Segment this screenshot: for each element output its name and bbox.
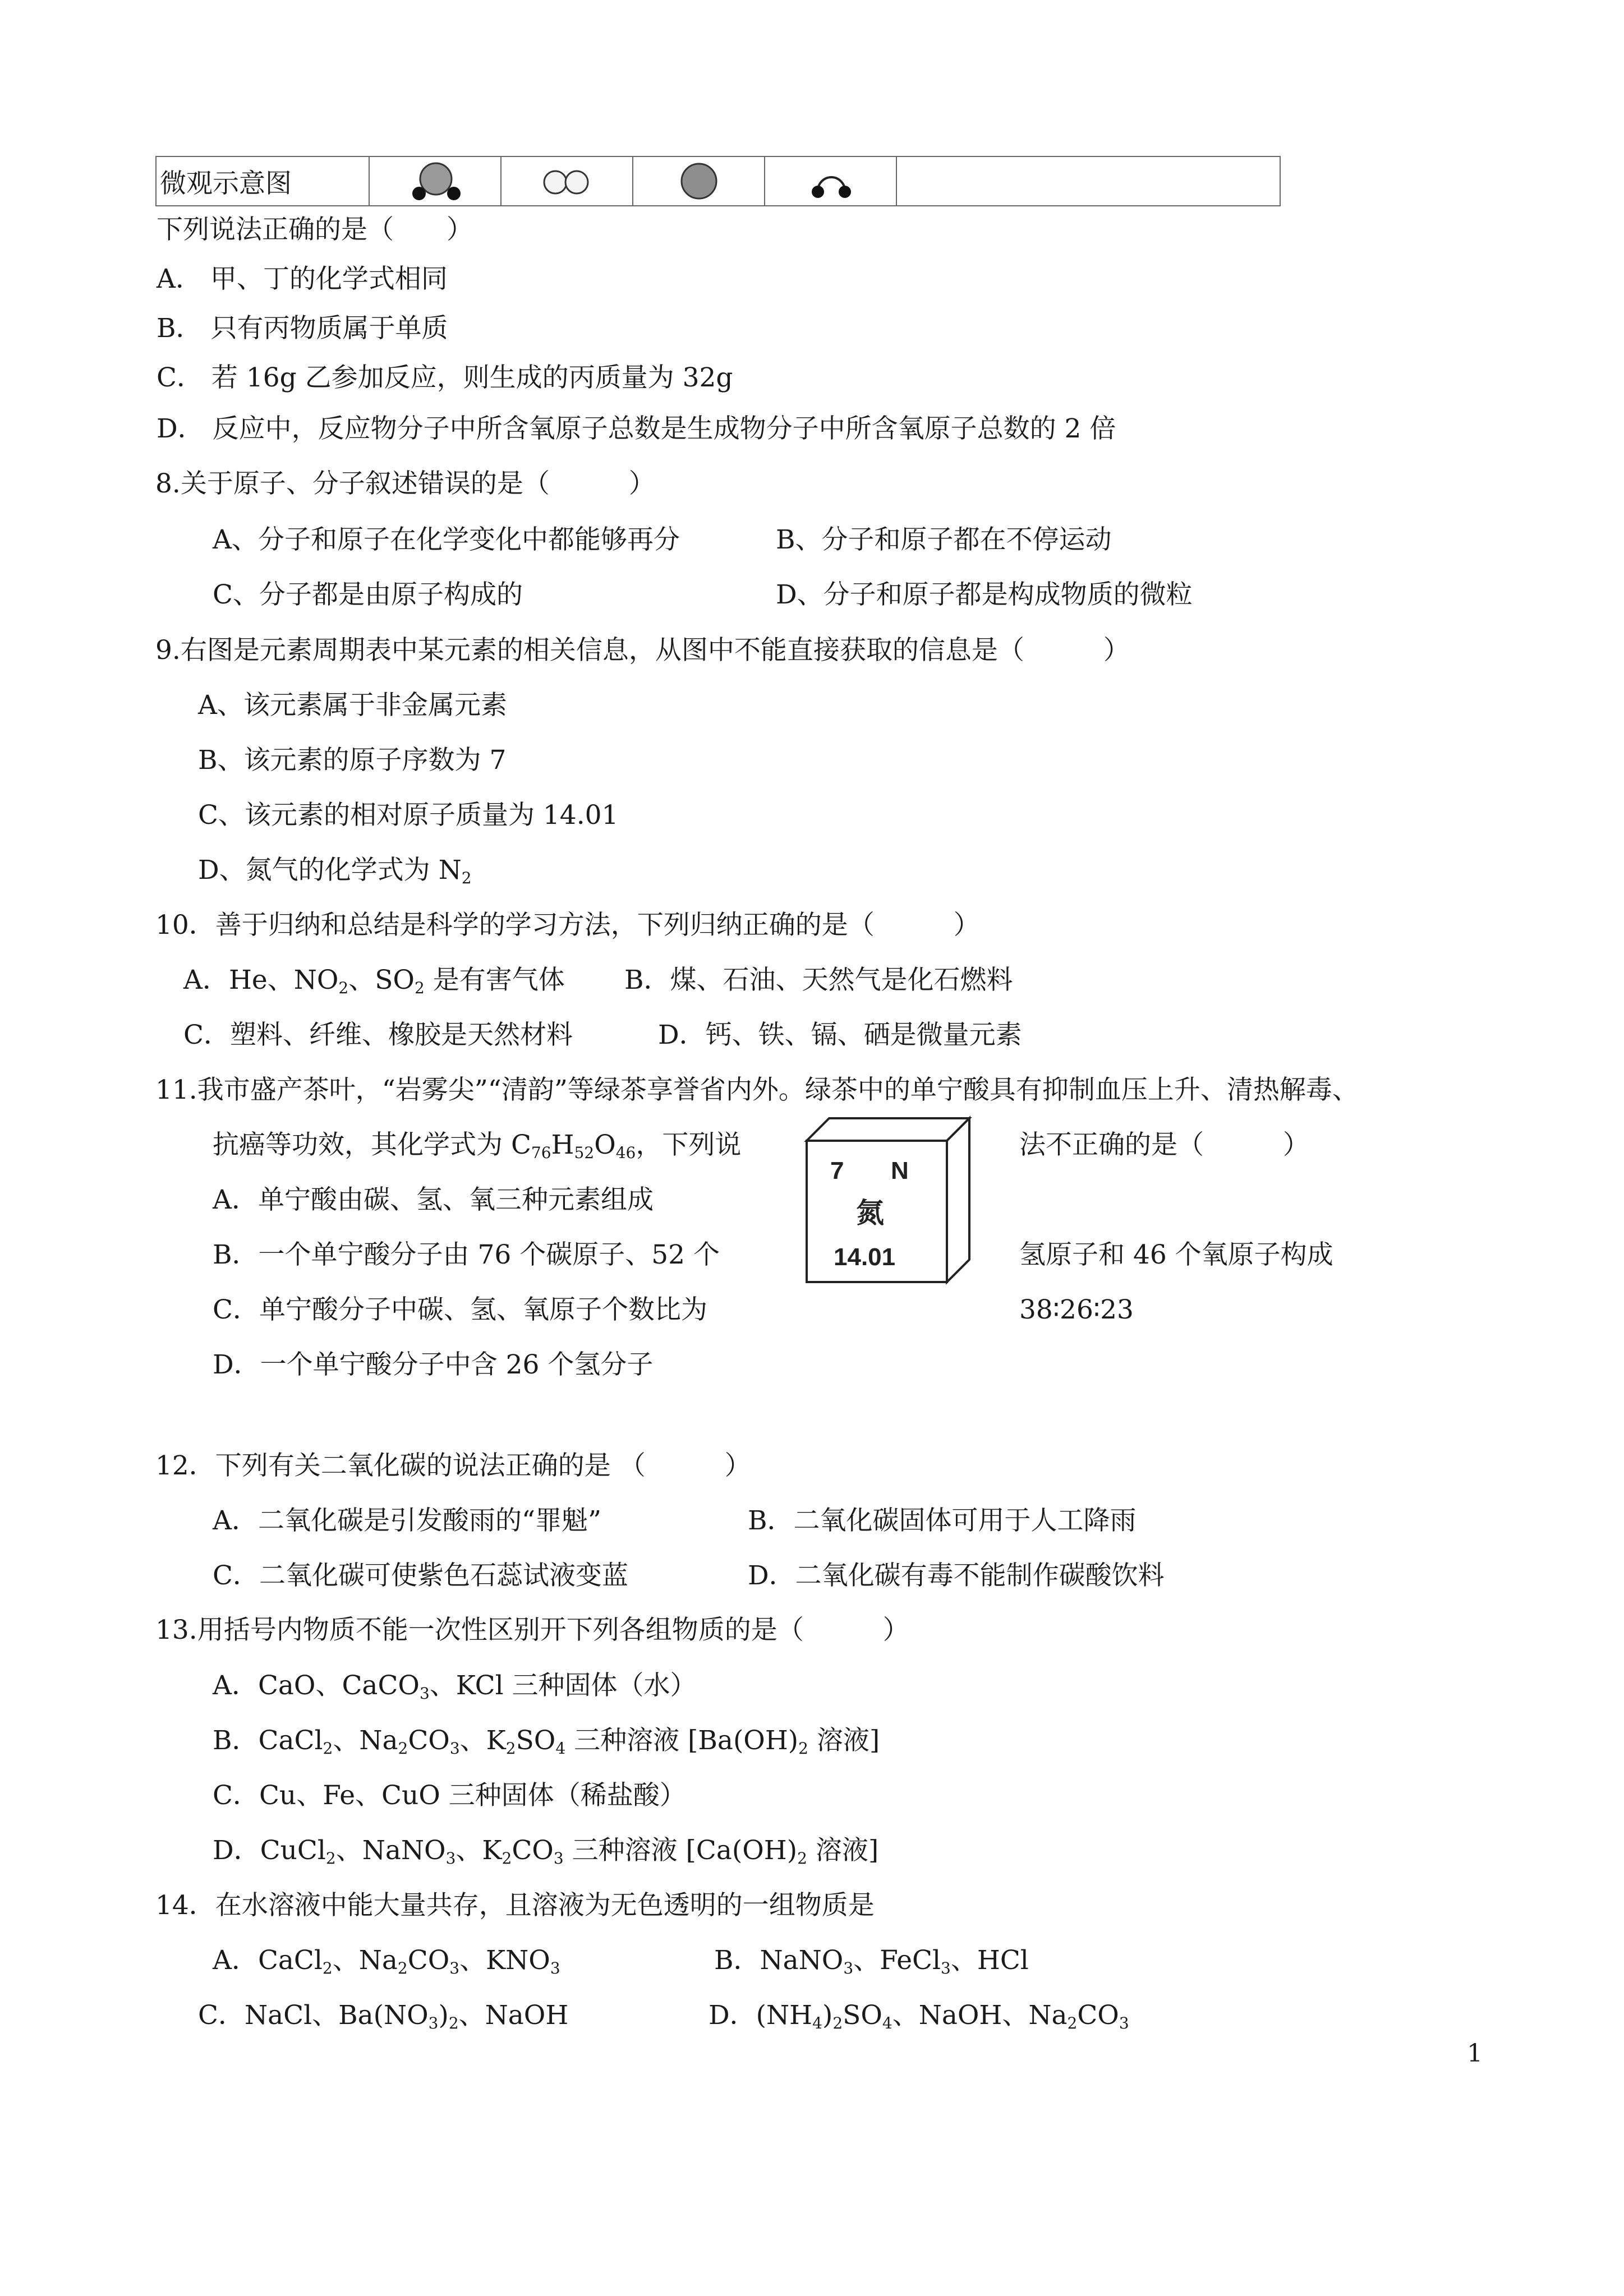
q7-option-a: A． 甲、丁的化学式相同	[157, 264, 448, 294]
q11-stem-line2: 抗癌等功效，其化学式为 $C_{76}H_{52}O_{46}$，下列说	[213, 1129, 742, 1162]
molecule-jia-cell	[369, 156, 501, 206]
q10-option-a: A．He、$NO_2$、$SO_2$ 是有害气体	[183, 965, 565, 997]
q11-stem: 11.我市盛产茶叶，“岩雾尖”“清韵”等绿茶享誉省内外。绿茶中的单宁酸具有抑制血压上升、清热解毒、	[155, 1075, 1359, 1105]
q11-option-c: C．单宁酸分子中碳、氢、氧原子个数比为	[213, 1294, 707, 1325]
molecule-bing-cell	[633, 156, 765, 206]
molecule-yi-icon	[536, 164, 598, 198]
element-mass: 14.01	[834, 1243, 896, 1271]
q14-stem: 14．在水溶液中能大量共存，且溶液为无色透明的一组物质是	[155, 1890, 875, 1921]
q13-option-a: A．CaO、CaCO$_3$、KCl 三种固体（水）	[213, 1670, 697, 1703]
q9-stem: 9.右图是元素周期表中某元素的相关信息，从图中不能直接获取的信息是（ ）	[155, 635, 1130, 666]
q8-option-c: C、分子都是由原子构成的	[213, 579, 523, 610]
q8-stem: 8.关于原子、分子叙述错误的是（ ）	[155, 468, 655, 499]
q12-option-b: B．二氧化碳固体可用于人工降雨	[748, 1505, 1137, 1536]
q11-option-c-continued: 38∶26∶23	[1019, 1294, 1134, 1325]
q13-option-d: D．CuCl$_2$、NaNO$_3$、$K_2CO_3$ 三种溶液 [$Ca(OH)_2$ 溶液]	[213, 1835, 879, 1868]
q11-option-b: B．一个单宁酸分子由 76 个碳原子、52 个	[213, 1239, 720, 1270]
q12-option-c: C．二氧化碳可使紫色石蕊试液变蓝	[213, 1560, 628, 1591]
element-card-nitrogen	[801, 1113, 975, 1287]
page-number: 1	[1467, 2039, 1483, 2068]
q7-option-c: C． 若 16g 乙参加反应，则生成的丙质量为 32g	[157, 362, 733, 393]
q8-option-d: D、分子和原子都是构成物质的微粒	[776, 579, 1193, 610]
q14-option-a: A．CaCl$_2$、$Na_2CO_3$、$KNO_3$	[213, 1945, 560, 1977]
molecule-yi-cell	[501, 156, 633, 206]
q9-option-a: A、该元素属于非金属元素	[198, 690, 507, 721]
q8-option-a: A、分子和原子在化学变化中都能够再分	[213, 524, 680, 555]
q14-option-c: C．NaCl、$Ba(NO_3)_2$、NaOH	[198, 2000, 569, 2032]
q10-stem: 10．善于归纳和总结是科学的学习方法，下列归纳正确的是（ ）	[155, 910, 980, 940]
micro-diagram-table	[155, 156, 1281, 206]
q7-option-b: B． 只有丙物质属于单质	[157, 313, 448, 344]
q10-option-b: B．煤、石油、天然气是化石燃料	[624, 965, 1013, 995]
element-symbol: N	[891, 1157, 909, 1184]
q12-option-a: A．二氧化碳是引发酸雨的“罪魁”	[213, 1505, 601, 1536]
q13-stem: 13.用括号内物质不能一次性区别开下列各组物质的是（ ）	[155, 1615, 909, 1645]
element-name: 氮	[856, 1197, 884, 1229]
q13-option-c: C．Cu、Fe、CuO 三种固体（稀盐酸）	[213, 1780, 686, 1811]
micro-diagram-label: 微观示意图	[156, 156, 369, 206]
q8-option-b: B、分子和原子都在不停运动	[776, 524, 1112, 555]
q13-option-b: B．CaCl$_2$、$Na_2CO_3$、$K_2SO_4$ 三种溶液 [$Ba(OH)_2$ 溶液]	[213, 1725, 880, 1758]
element-number: 7	[830, 1157, 844, 1184]
q14-option-d: D．$(NH_4)_2SO_4$、NaOH、$Na_2CO_3$	[709, 2000, 1129, 2032]
q14-option-b: B．NaNO$_3$、FeCl$_3$、HCl	[714, 1945, 1029, 1977]
q10-option-c: C．塑料、纤维、橡胶是天然材料	[183, 1020, 573, 1050]
q10-option-d: D．钙、铁、镉、硒是微量元素	[658, 1020, 1022, 1050]
molecule-jia-icon	[404, 159, 466, 204]
q9-option-d: D、氮气的化学式为 $N_2$	[198, 855, 472, 887]
molecule-ding-icon	[806, 162, 856, 201]
q7-option-d: D． 反应中，反应物分子中所含氧原子总数是生成物分子中所含氧原子总数的 2 倍	[157, 413, 1116, 444]
q9-option-c: C、该元素的相对原子质量为 14.01	[198, 800, 619, 831]
q12-stem: 12．下列有关二氧化碳的说法正确的是 （ ）	[155, 1450, 751, 1481]
q11-stem-line2-right: 法不正确的是（ ）	[1019, 1129, 1309, 1160]
q9-option-b: B、该元素的原子序数为 7	[198, 745, 507, 776]
q11-option-a: A．单宁酸由碳、氢、氧三种元素组成	[213, 1184, 654, 1215]
q11-option-d: D．一个单宁酸分子中含 26 个氢分子	[213, 1349, 654, 1380]
molecule-ding-cell	[765, 156, 896, 206]
molecule-bing-icon	[674, 159, 724, 204]
q11-option-b-continued: 氢原子和 46 个氧原子构成	[1019, 1239, 1333, 1270]
empty-cell	[896, 156, 1280, 206]
q7-stem: 下列说法正确的是（ ）	[157, 214, 473, 245]
q12-option-d: D．二氧化碳有毒不能制作碳酸饮料	[748, 1560, 1165, 1591]
